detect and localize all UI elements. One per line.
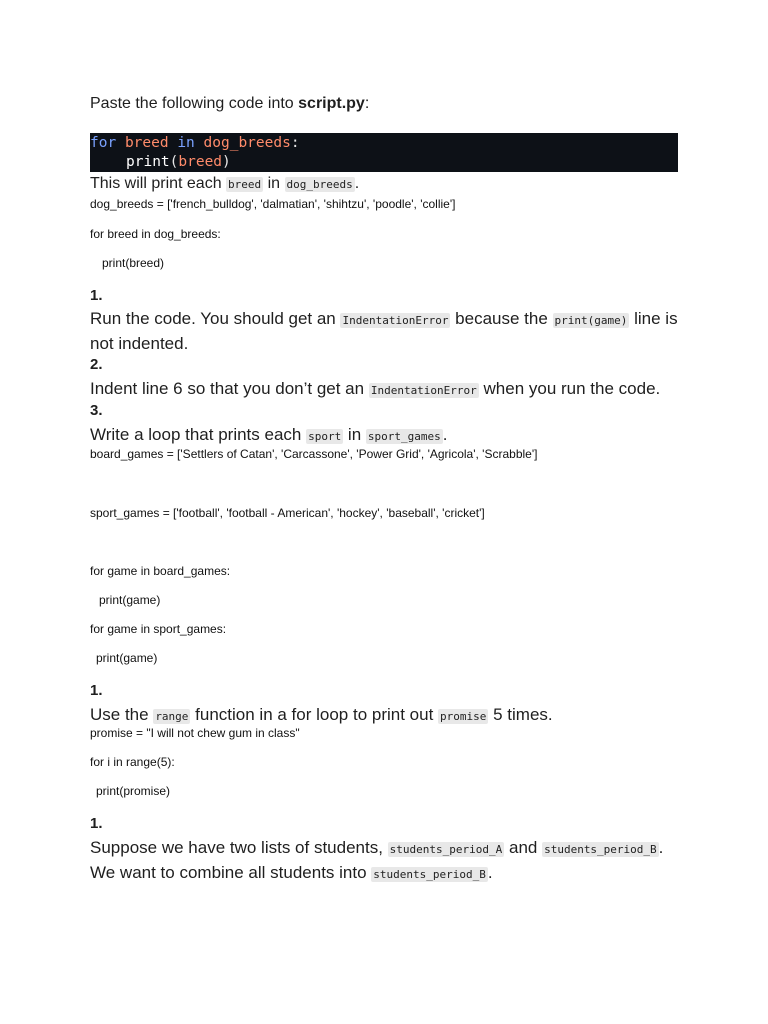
snippet2-line6: print(game) <box>96 651 158 665</box>
task5-part1: Suppose we have two lists of students, <box>90 838 388 857</box>
task4-part2: function in a for loop to print out <box>190 705 439 724</box>
task3-text <box>90 423 447 448</box>
task4-number: 1. <box>90 682 103 699</box>
task3-number: 3. <box>90 402 103 419</box>
code-line-2 <box>90 153 678 172</box>
snippet2-line2: sport_games = ['football', 'football - American', 'hockey', 'baseball', 'cricket'] <box>90 506 485 520</box>
snippet3-line3: print(promise) <box>96 784 171 798</box>
inline-code-students-period-a: students_period_A <box>389 843 503 856</box>
task1-line2: not indented. <box>90 334 189 353</box>
intro-suffix: : <box>364 95 370 112</box>
task3-part3: . <box>442 425 448 444</box>
colon: : <box>290 135 300 151</box>
explain-suffix: . <box>354 175 360 192</box>
explain-text <box>90 175 359 193</box>
snippet2-line3: for game in board_games: <box>90 564 231 578</box>
variable-breed: breed <box>124 135 169 151</box>
task5-line2-prefix: We want to combine all students into <box>90 863 372 882</box>
inline-code-sport: sport <box>308 430 342 443</box>
script-filename: script.py <box>298 95 365 112</box>
explain-mid: in <box>263 175 285 192</box>
snippet3-line2: for i in range(5): <box>90 755 175 769</box>
inline-code-dog-breeds: dog_breeds <box>286 178 353 191</box>
snippet1-line1: dog_breeds = ['french_bulldog', 'dalmatian', 'shihtzu', 'poodle', 'collie'] <box>90 197 456 211</box>
code-block <box>90 133 678 172</box>
keyword-in: in <box>177 135 195 151</box>
task1-part3: line is <box>629 309 678 328</box>
task2-part1: Indent line 6 so that you don’t get an <box>90 379 369 398</box>
inline-code-indentation-error-2: IndentationError <box>370 384 477 397</box>
inline-code-students-period-b: students_period_B <box>544 843 657 856</box>
task4-text <box>90 703 553 728</box>
intro-prefix: Paste the following code into <box>90 95 299 112</box>
function-print: print <box>126 154 170 170</box>
snippet1-line2: for breed in dog_breeds: <box>90 227 221 241</box>
snippet2-line4: print(game) <box>99 593 161 607</box>
inline-code-sport-games: sport_games <box>367 430 441 443</box>
variable-dog-breeds: dog_breeds <box>203 135 291 151</box>
inline-code-print-game: print(game) <box>554 314 628 327</box>
task4-part1: Use the <box>90 705 154 724</box>
task4-part3: 5 times. <box>488 705 553 724</box>
task5-number: 1. <box>90 815 103 832</box>
inline-code-indentation-error: IndentationError <box>342 314 449 327</box>
task2-part2: when you run the code. <box>478 379 661 398</box>
task3-part2: in <box>343 425 366 444</box>
task1-part2: because the <box>450 309 553 328</box>
snippet2-line5: for game in sport_games: <box>90 622 227 636</box>
snippet3-line1: promise = "I will not chew gum in class" <box>90 726 300 740</box>
code-line-1 <box>90 134 678 153</box>
close-paren: ) <box>222 154 231 170</box>
snippet2-line1: board_games = ['Settlers of Catan', 'Carcassone', 'Power Grid', 'Agricola', 'Scrabble'] <box>90 447 538 461</box>
intro-text <box>90 95 369 113</box>
inline-code-breed: breed <box>228 178 262 191</box>
inline-code-students-period-b-2: students_period_B <box>373 868 486 881</box>
task2-text <box>90 377 660 402</box>
task5-line2-suffix: . <box>487 863 493 882</box>
task1-number: 1. <box>90 287 103 304</box>
task3-part1: Write a loop that prints each <box>90 425 307 444</box>
argument-breed: breed <box>178 154 223 170</box>
inline-code-promise: promise <box>440 710 487 723</box>
task2-number: 2. <box>90 356 103 373</box>
task5-part2: and <box>504 838 543 857</box>
task1-text <box>90 307 678 355</box>
snippet1-line3: print(breed) <box>102 256 165 270</box>
keyword-for: for <box>90 135 117 151</box>
explain-prefix: This will print each <box>90 175 227 192</box>
open-paren: ( <box>169 154 179 170</box>
task5-text <box>90 836 663 886</box>
task5-part3: . <box>658 838 664 857</box>
inline-code-range: range <box>155 710 189 723</box>
task1-part1: Run the code. You should get an <box>90 309 341 328</box>
